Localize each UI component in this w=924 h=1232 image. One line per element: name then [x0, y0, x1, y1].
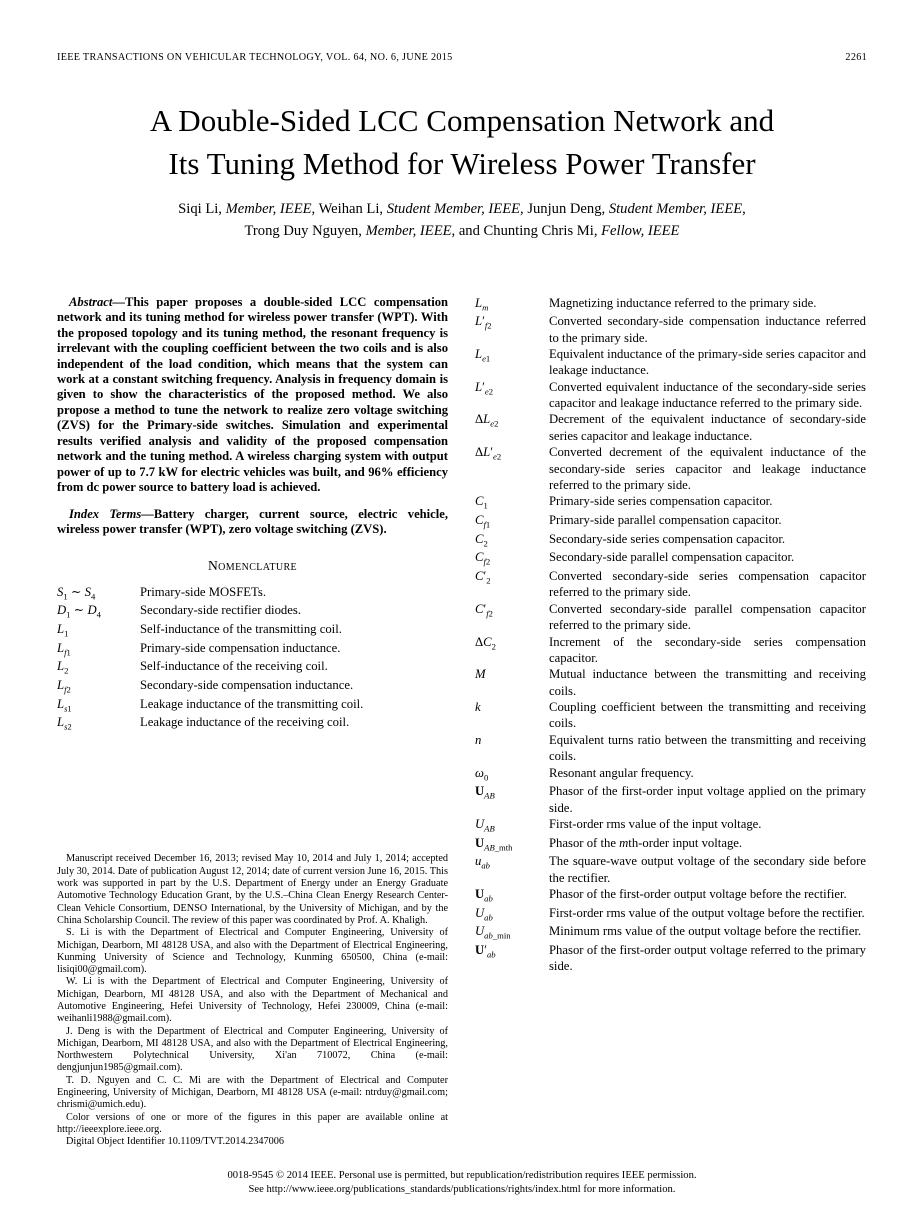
- nomenclature-symbol: $C_{f2}$: [475, 550, 491, 567]
- nomenclature-symbol: $L'_{e2}$: [475, 379, 493, 397]
- right-column: [475, 295, 866, 1153]
- nomenclature-definition: Secondary-side compensation inductance.: [140, 677, 354, 692]
- footnote-paragraph: Color versions of one or more of the figures in this paper are available online at http://ieeexplore.ieee.org.: [57, 1111, 448, 1135]
- nomenclature-definition: Converted secondary-side compensation inductance referred to the primary side.: [549, 314, 866, 345]
- nomenclature-entry: [57, 677, 448, 696]
- nomenclature-entry: [475, 783, 866, 816]
- nomenclature-definition: Minimum rms value of the output voltage before the rectifier.: [549, 924, 862, 939]
- copyright-footer: [57, 1169, 867, 1198]
- nomenclature-entry: [475, 765, 866, 784]
- nomenclature-definition: Converted secondary-side parallel compensation capacitor referred to the primary side.: [549, 601, 866, 633]
- nomenclature-symbol: $L_{e1}$: [475, 346, 491, 364]
- index-terms-label: Index Terms—: [69, 506, 154, 521]
- nomenclature-symbol: $L_{s2}$: [57, 715, 72, 732]
- nomenclature-symbol: $C_1$: [475, 494, 488, 511]
- nomenclature-symbol: $\Delta C_2$: [475, 634, 496, 652]
- nomenclature-definition: Primary-side compensation inductance.: [140, 640, 341, 655]
- nomenclature-definition: Phasor of the first-order input voltage applied on the primary side.: [549, 784, 866, 815]
- nomenclature-entry: [475, 732, 866, 765]
- running-head: [57, 52, 867, 63]
- nomenclature-list-right: [475, 295, 866, 975]
- footnote-paragraph: J. Deng is with the Department of Electrical and Computer Engineering, University of Michigan, Dearborn, MI 48128 USA, and also with the Department of Electrical Engineering, Northwestern Polytechnical University, Xi'an 710072, China (e-mail: dengjunjun1985@gmail.com).: [57, 1025, 448, 1074]
- nomenclature-entry: [475, 295, 866, 314]
- page-number: 2261: [845, 52, 867, 63]
- nomenclature-definition: Coupling coefficient between the transmitting and receiving coils.: [549, 700, 866, 731]
- nomenclature-entry: [475, 444, 866, 493]
- abstract-label: Abstract—: [69, 294, 125, 309]
- nomenclature-entry: [475, 942, 866, 975]
- nomenclature-definition: Secondary-side parallel compensation capacitor.: [549, 550, 795, 565]
- nomenclature-entry: [475, 512, 866, 531]
- nomenclature-definition: Primary-side MOSFETs.: [140, 584, 266, 599]
- nomenclature-symbol: $U_{ab}$: [475, 905, 493, 923]
- nomenclature-symbol: n: [475, 732, 482, 747]
- nomenclature-definition: Primary-side parallel compensation capacitor.: [549, 513, 782, 528]
- nomenclature-symbol: $C'_2$: [475, 569, 491, 586]
- nomenclature-symbol: $C'_{f2}$: [475, 601, 493, 619]
- nomenclature-definition: Increment of the secondary-side series compensation capacitor.: [549, 634, 866, 665]
- nomenclature-definition: Converted equivalent inductance of the secondary-side series capacitor and leakage inductance referred to the primary side.: [549, 379, 866, 411]
- nomenclature-definition: Secondary-side rectifier diodes.: [140, 603, 301, 618]
- nomenclature-symbol: $\omega_0$: [475, 765, 489, 783]
- nomenclature-entry: [475, 549, 866, 568]
- nomenclature-entry: [475, 568, 866, 601]
- nomenclature-heading: Nomenclature: [207, 557, 298, 573]
- nomenclature-definition: Self-inductance of the receiving coil.: [140, 659, 328, 674]
- nomenclature-symbol: $L_2$: [57, 659, 69, 676]
- nomenclature-entry: [475, 379, 866, 412]
- nomenclature-definition: First-order rms value of the output voltage before the rectifier.: [549, 905, 865, 920]
- nomenclature-symbol: $L_1$: [57, 622, 69, 639]
- nomenclature-entry: [57, 714, 448, 733]
- nomenclature-definition: Equivalent inductance of the primary-side series capacitor and leakage inductance.: [549, 346, 866, 378]
- nomenclature-symbol: $U'_{ab}$: [475, 943, 496, 960]
- nomenclature-definition: First-order rms value of the input voltage.: [549, 816, 762, 831]
- nomenclature-symbol: $u_{ab}$: [475, 854, 490, 871]
- nomenclature-entry: [475, 493, 866, 512]
- nomenclature-definition: Equivalent turns ratio between the transmitting and receiving coils.: [549, 732, 866, 764]
- footnote-paragraph: T. D. Nguyen and C. C. Mi are with the Department of Electrical and Computer Engineering, University of Michigan, Dearborn, MI 48128 USA (e-mail: ntrduy@gmail.com; chrismi@umich.edu).: [57, 1074, 448, 1111]
- nomenclature-definition: Converted secondary-side series compensation capacitor referred to the primary side.: [549, 569, 866, 600]
- nomenclature-symbol: $C_{f1}$: [475, 513, 491, 530]
- nomenclature-entry: [475, 923, 866, 942]
- journal-name: IEEE TRANSACTIONS ON VEHICULAR TECHNOLOGY, VOL. 64, NO. 6, JUNE 2015: [57, 52, 453, 63]
- nomenclature-symbol: k: [475, 700, 481, 715]
- nomenclature-entry: [57, 658, 448, 677]
- paper-title-line-2: Its Tuning Method for Wireless Power Transfer: [168, 146, 756, 182]
- nomenclature-symbol: M: [475, 667, 486, 682]
- nomenclature-definition: Phasor of the first-order output voltage before the rectifier.: [549, 887, 847, 902]
- first-page-footnotes: [57, 853, 448, 1152]
- nomenclature-symbol: $S_1$ ∼ $S_4$: [57, 584, 96, 602]
- index-terms-text: Battery charger, current source, electric vehicle, wireless power transfer (WPT), zero voltage switching (ZVS).: [57, 506, 448, 537]
- nomenclature-definition: Magnetizing inductance referred to the primary side.: [549, 295, 817, 310]
- paper-title-line-1: A Double-Sided LCC Compensation Network and: [149, 103, 775, 138]
- nomenclature-entry: [475, 816, 866, 835]
- nomenclature-symbol: $U_{AB}$: [475, 816, 495, 834]
- nomenclature-symbol: $D_1$ ∼ $D_4$: [57, 603, 101, 620]
- nomenclature-definition: Phasor of the mth-order input voltage.: [549, 835, 743, 850]
- nomenclature-entry: [475, 666, 866, 699]
- nomenclature-entry: [475, 313, 866, 346]
- abstract-text: This paper proposes a double-sided LCC compensation network and its tuning method for wireless power transfer (WPT). With the proposed topology and its tuning method, the resonant frequency is irrelevant with the coupling coefficient between the two coils and is also independent of the load condition, which means that the system can work at a constant switching frequency. Analysis in frequency domain is given to show the characteristics of the proposed method. We also propose a method to tune the network to realize zero voltage switching (ZVS) for the Primary-side switches. Simulation and experimental results verified analysis and validity of the proposed compensation network and the tuning method. A wireless charging system with output power of up to 7.7 kW for electric vehicles was built, and 96% efficiency from dc power source to battery load is achieved.: [57, 294, 448, 495]
- nomenclature-definition: Leakage inductance of the receiving coil.: [140, 715, 350, 730]
- nomenclature-definition: Mutual inductance between the transmitting and receiving coils.: [549, 667, 866, 698]
- footnote-paragraph: Digital Object Identifier 10.1109/TVT.2014.2347006: [66, 1136, 285, 1148]
- author-list: [57, 199, 867, 243]
- nomenclature-entry: [475, 601, 866, 634]
- nomenclature-entry: [475, 411, 866, 444]
- nomenclature-definition: Leakage inductance of the transmitting coil.: [140, 696, 364, 711]
- nomenclature-entry: [475, 634, 866, 667]
- author-line-2: Trong Duy Nguyen, Member, IEEE, and Chunting Chris Mi, Fellow, IEEE: [244, 222, 680, 239]
- nomenclature-entry: [57, 640, 448, 659]
- nomenclature-symbol: $C_2$: [475, 531, 488, 549]
- nomenclature-symbol: $U_{ab}$: [475, 887, 493, 904]
- nomenclature-symbol: $U_{AB\_mth}$: [475, 835, 513, 853]
- two-column-body: [57, 295, 867, 1153]
- nomenclature-entry: [57, 696, 448, 715]
- author-line-1: Siqi Li, Member, IEEE, Weihan Li, Student Member, IEEE, Junjun Deng, Student Member, IEEE,: [178, 200, 746, 217]
- nomenclature-definition: Primary-side series compensation capacitor.: [549, 494, 773, 509]
- nomenclature-entry: [475, 853, 866, 886]
- nomenclature-definition: The square-wave output voltage of the secondary side before the rectifier.: [549, 854, 866, 885]
- nomenclature-symbol: $L_{f2}$: [57, 677, 71, 695]
- index-terms: [57, 507, 448, 538]
- nomenclature-entry: [475, 886, 866, 905]
- nomenclature-symbol: $L_{f1}$: [57, 640, 71, 658]
- nomenclature-entry: [475, 531, 866, 550]
- nomenclature-entry: [57, 621, 448, 640]
- nomenclature-entry: [57, 602, 448, 621]
- nomenclature-definition: Decrement of the equivalent inductance of secondary-side series capacitor and leakage inductance.: [549, 412, 866, 443]
- nomenclature-definition: Phasor of the first-order output voltage referred to the primary side.: [549, 943, 866, 974]
- footnote-paragraph: S. Li is with the Department of Electrical and Computer Engineering, University of Michigan, Dearborn, MI 48128 USA, and also with the Department of Electrical Engineering, Kunming University of Science and Technology, Kunming 650500, China (e-mail: lisiqi00@gmail.com).: [57, 927, 448, 976]
- nomenclature-definition: Self-inductance of the transmitting coil.: [140, 622, 342, 637]
- nomenclature-symbol: $U_{ab\_min}$: [475, 924, 511, 941]
- nomenclature-entry: [475, 835, 866, 854]
- footnote-paragraph: W. Li is with the Department of Electrical and Computer Engineering, University of Michigan, Dearborn, MI 48128 USA, and also with the Department of Mechanical and Automotive Engineering, Hefei University of Technology, Hefei 230009, China (e-mail: weihanli1988@gmail.com).: [57, 976, 448, 1025]
- nomenclature-symbol: $L'_{f2}$: [475, 314, 492, 331]
- nomenclature-entry: [475, 905, 866, 924]
- footnote-paragraph: Manuscript received December 16, 2013; revised May 10, 2014 and July 1, 2014; accepted July 30, 2014. Date of publication August 12, 2014; date of current version June 16, 2015. This work was supported in part by the U.S. Department of Energy under an Energy Graduate Automotive Technology Education Grant, by the U.S.–China Clean Energy Research Center-Clean Vehicle Consortium, DENSO International, by the University of Michigan, and by the China Scholarship Council. The review of this paper was coordinated by Prof. A. Khaligh.: [57, 853, 448, 926]
- nomenclature-entry: [475, 699, 866, 732]
- copyright-line-2: See http://www.ieee.org/publications_standards/publications/rights/index.html for more information.: [248, 1183, 676, 1195]
- nomenclature-symbol: $\Delta L'_{e2}$: [475, 445, 502, 462]
- nomenclature-symbol: $\Delta L_{e2}$: [475, 412, 499, 430]
- nomenclature-entry: [475, 346, 866, 379]
- left-column: [57, 295, 448, 1153]
- nomenclature-definition: Resonant angular frequency.: [549, 765, 694, 780]
- nomenclature-list-left: [57, 584, 448, 733]
- nomenclature-symbol: $U_{AB}$: [475, 784, 495, 801]
- copyright-line-1: 0018-9545 © 2014 IEEE. Personal use is permitted, but republication/redistribution requires IEEE permission.: [227, 1169, 697, 1181]
- abstract: [57, 295, 448, 496]
- paper-title: [57, 99, 867, 186]
- nomenclature-definition: Converted decrement of the equivalent inductance of the secondary-side series capacitor and leakage inductance referred to the primary side.: [549, 445, 866, 492]
- nomenclature-symbol: $L_m$: [475, 295, 489, 313]
- nomenclature-entry: [57, 584, 448, 603]
- nomenclature-symbol: $L_{s1}$: [57, 696, 72, 714]
- nomenclature-definition: Secondary-side series compensation capacitor.: [549, 531, 786, 546]
